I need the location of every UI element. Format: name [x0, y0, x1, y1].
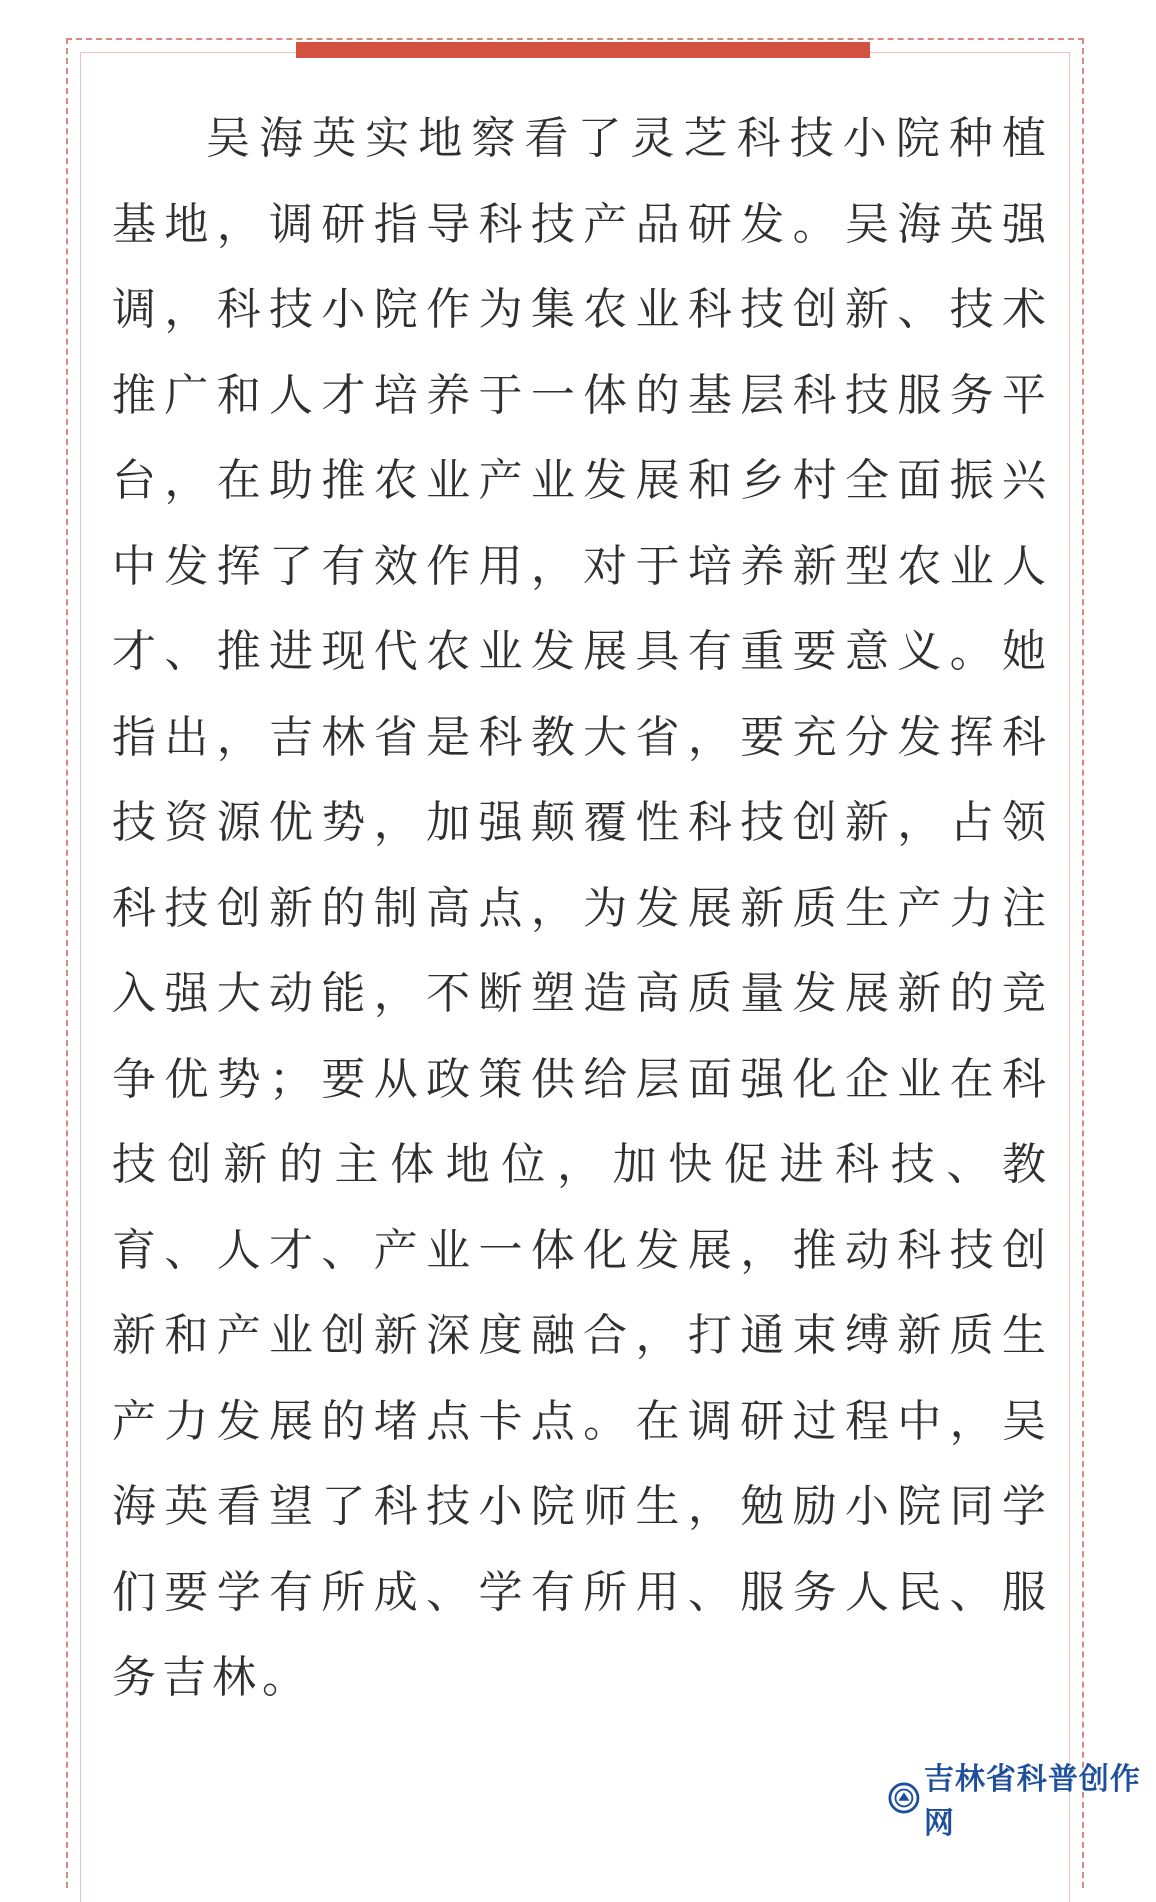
article-paragraph: 吴海英实地察看了灵芝科技小院种植基地，调研指导科技产品研发。吴海英强调，科技小院作为集农业科技创新、技术推广和人才培养于一体的基层科技服务平台，在助推农业产业发展和乡村全面振兴中发挥了有效作用，对于培养新型农业人才、推进现代农业发展具有重要意义。她指出，吉林省是科教大省，要充分发挥科技资源优势，加强颠覆性科技创新，占领科技创新的制高点，为发展新质生产力注入强大动能，不断塑造高质量发展新的竞争优势；要从政策供给层面强化企业在科技创新的主体地位，加快促进科技、教育、人才、产业一体化发展，推动科技创新和产业创新深度融合，打通束缚新质生产力发展的堵点卡点。在调研过程中，吴海英看望了科技小院师生，勉励小院同学们要学有所成、学有所用、服务人民、服务吉林。 [112, 113, 1052, 1703]
watermark-text: 吉林省科普创作网 [923, 1762, 1141, 1841]
site-watermark [888, 1762, 1156, 1841]
seal-logo-icon [888, 1781, 920, 1815]
top-accent-bar [296, 42, 870, 58]
